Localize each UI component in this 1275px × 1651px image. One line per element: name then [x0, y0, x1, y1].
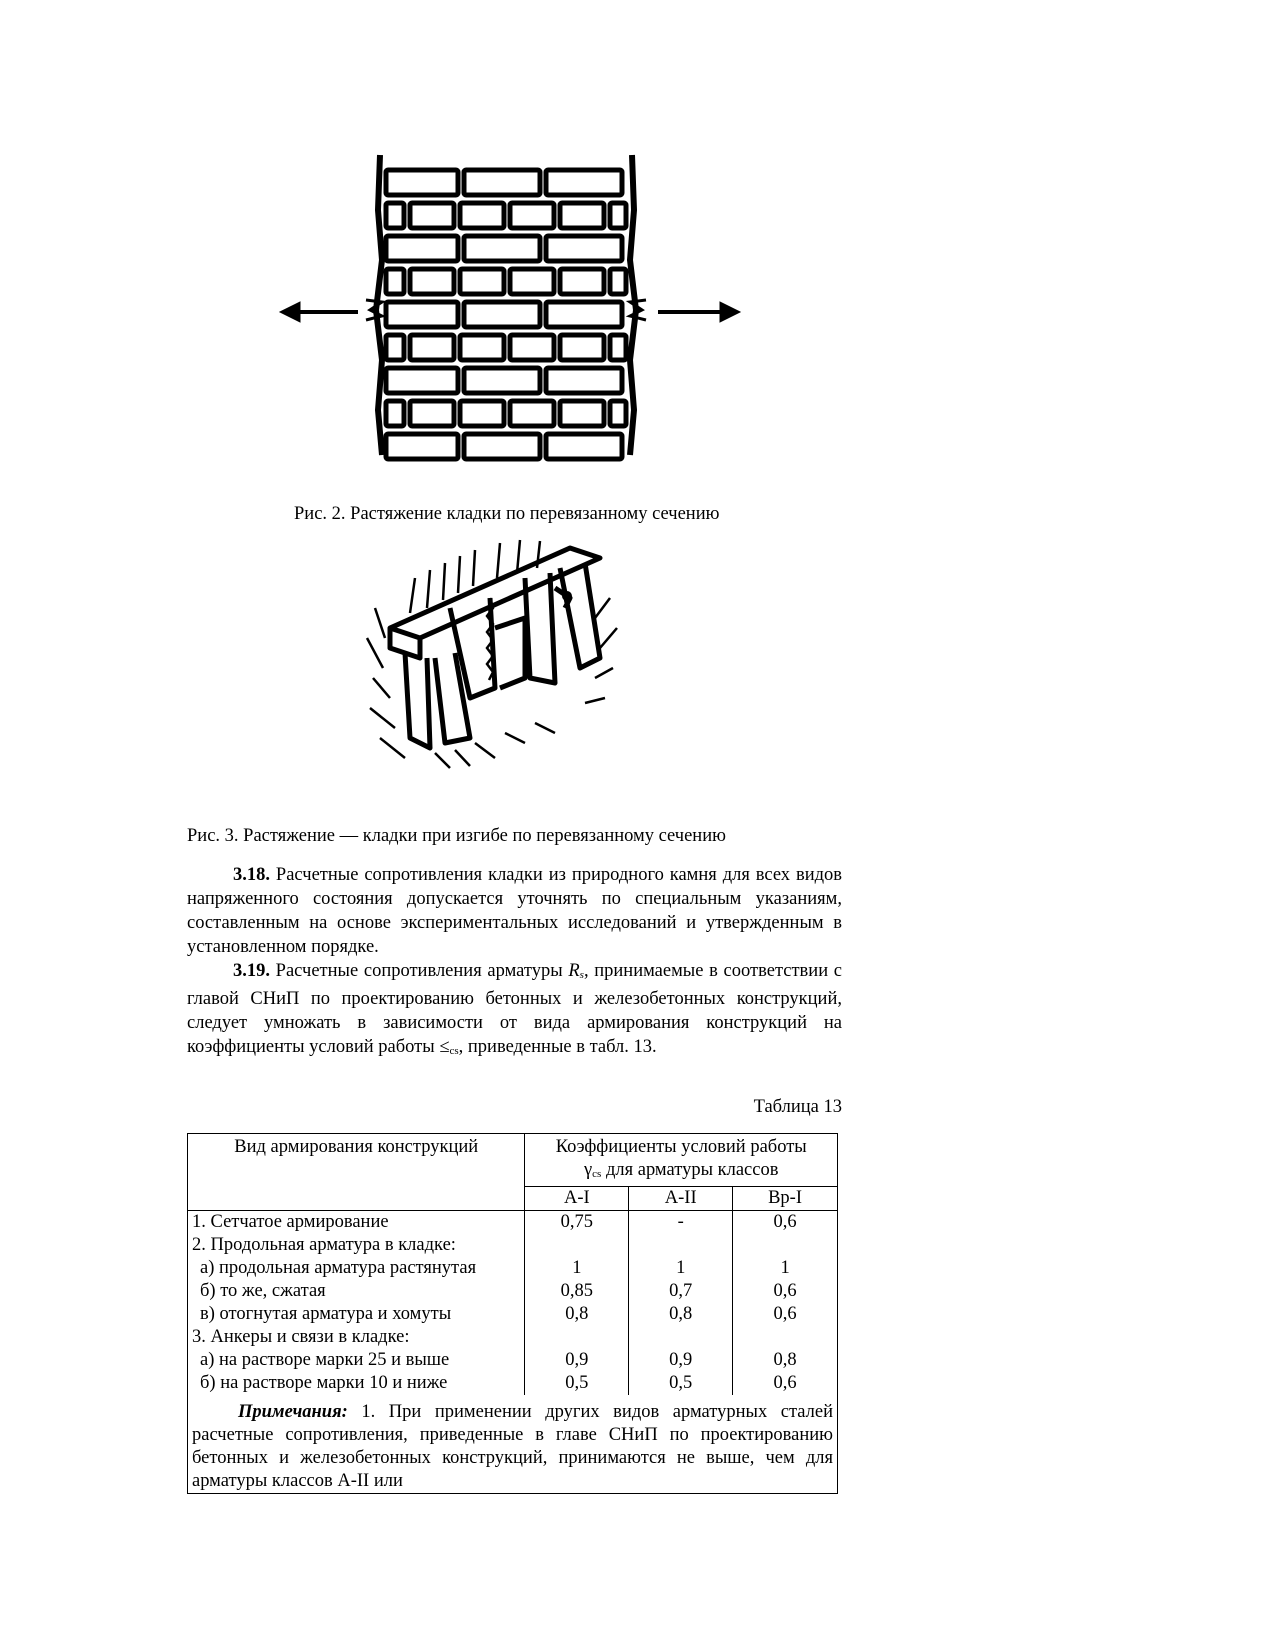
- brick: [546, 170, 622, 195]
- brick: [546, 368, 622, 393]
- cell-bp1: [733, 1234, 838, 1257]
- brick: [610, 401, 626, 426]
- brick: [410, 335, 454, 360]
- paragraph-text: , принимаемые в соответствии с главой СНиП по проектированию бетонных и железобетонных конструкций, следует умножать в зависимости от вида армирования конструкций на коэффициенты условий работы: [187, 961, 842, 1057]
- rs-subscript: s: [579, 969, 584, 981]
- figure-2-caption: Рис. 2. Растяжение кладки по перевязанному сечению: [294, 504, 720, 524]
- brick: [386, 269, 404, 294]
- row-label: б) на растворе марки 10 и ниже: [188, 1372, 525, 1395]
- cell-bp1: [733, 1326, 838, 1349]
- header-coefficients: [525, 1134, 838, 1187]
- brick: [560, 203, 604, 228]
- paragraph-text: , приведенные в табл. 13.: [458, 1037, 657, 1057]
- cell-bp1: 0,8: [733, 1349, 838, 1372]
- cell-a1: 0,9: [525, 1349, 629, 1372]
- paragraph-text: Расчетные сопротивления кладки из природного камня для всех видов напряженного состояния допускается уточнять по специальным указаниям, составленным на основе экспериментальных исследований и утвержденным в установленном порядке.: [187, 865, 842, 957]
- brick: [560, 269, 604, 294]
- cell-a1: [525, 1234, 629, 1257]
- cell-a2: 0,5: [629, 1372, 733, 1395]
- paragraph-number: 3.19.: [233, 961, 270, 981]
- brick: [460, 401, 504, 426]
- cell-a2: [629, 1234, 733, 1257]
- brick: [510, 401, 554, 426]
- cell-a1: 0,75: [525, 1211, 629, 1235]
- cell-a2: 0,8: [629, 1303, 733, 1326]
- brick: [510, 335, 554, 360]
- brick: [386, 335, 404, 360]
- cell-a1: 0,5: [525, 1372, 629, 1395]
- table-row: [188, 1234, 838, 1257]
- table-row: [188, 1280, 838, 1303]
- notes-text: 1. При применении других видов арматурных сталей расчетные сопротивления, приведенные в главе СНиП по проектированию бетонных и железобетонных конструкций, принимаются не выше, чем для арматуры классов А-II или: [192, 1402, 833, 1491]
- table-caption: Таблица 13: [753, 1097, 842, 1117]
- figure-3-caption: Рис. 3. Растяжение — кладки при изгибе по перевязанному сечению: [187, 826, 726, 846]
- brick: [460, 203, 504, 228]
- gamma-subscript: cs: [592, 1168, 602, 1180]
- brick: [386, 434, 458, 459]
- right-arrow-icon: [658, 302, 740, 322]
- table-row: [188, 1349, 838, 1372]
- brick: [610, 269, 626, 294]
- row-label: 1. Сетчатое армирование: [188, 1211, 525, 1235]
- row-label: а) продольная арматура растянутая: [188, 1257, 525, 1280]
- table-row: [188, 1372, 838, 1395]
- brick: [460, 269, 504, 294]
- brick: [610, 335, 626, 360]
- cell-a1: 0,8: [525, 1303, 629, 1326]
- row-label: б) то же, сжатая: [188, 1280, 525, 1303]
- paragraph-text: Расчетные сопротивления арматуры: [270, 961, 569, 981]
- row-label: в) отогнутая арматура и хомуты: [188, 1303, 525, 1326]
- paragraph-number: 3.18.: [233, 865, 270, 885]
- brick: [546, 236, 622, 261]
- brick: [410, 401, 454, 426]
- brick: [610, 203, 626, 228]
- header-line1: Коэффициенты условий работы: [555, 1137, 807, 1157]
- brick: [546, 302, 622, 327]
- table-notes-row: [188, 1395, 838, 1494]
- brick: [386, 302, 458, 327]
- cell-bp1: 0,6: [733, 1280, 838, 1303]
- figure-2-brick-wall: [270, 150, 750, 475]
- row-label: 2. Продольная арматура в кладке:: [188, 1234, 525, 1257]
- figure-3-masonry-bending: [355, 538, 655, 778]
- brick: [560, 401, 604, 426]
- cell-a1: 1: [525, 1257, 629, 1280]
- row-label: а) на растворе марки 25 и выше: [188, 1349, 525, 1372]
- brick: [464, 236, 540, 261]
- brick: [410, 269, 454, 294]
- header-class-bp1: Вр-I: [733, 1187, 838, 1211]
- table-row: [188, 1257, 838, 1280]
- paragraph-3-18: [187, 863, 842, 959]
- cell-a1: 0,85: [525, 1280, 629, 1303]
- brick: [460, 335, 504, 360]
- cell-a1: [525, 1326, 629, 1349]
- brick: [386, 170, 458, 195]
- cell-bp1: 1: [733, 1257, 838, 1280]
- paragraph-3-19: [187, 959, 842, 1063]
- cell-a2: 0,7: [629, 1280, 733, 1303]
- brick: [464, 434, 540, 459]
- brick: [386, 203, 404, 228]
- cell-a2: [629, 1326, 733, 1349]
- notes-label: Примечания:: [238, 1402, 348, 1422]
- brick: [510, 269, 554, 294]
- gamma-subscript: cs: [449, 1045, 459, 1057]
- brick: [546, 434, 622, 459]
- brick: [386, 236, 458, 261]
- left-arrow-icon: [280, 302, 358, 322]
- rs-symbol: R: [568, 961, 580, 981]
- cell-a2: 0,9: [629, 1349, 733, 1372]
- header-reinforcement-type: Вид армирования конструкций: [188, 1134, 525, 1211]
- table-row: [188, 1303, 838, 1326]
- cell-a2: -: [629, 1211, 733, 1235]
- cell-a2: 1: [629, 1257, 733, 1280]
- cell-bp1: 0,6: [733, 1303, 838, 1326]
- header-class-a1: А-I: [525, 1187, 629, 1211]
- brick: [386, 368, 458, 393]
- cell-bp1: 0,6: [733, 1211, 838, 1235]
- gamma-symbol: ≤: [439, 1037, 450, 1057]
- table-row: [188, 1326, 838, 1349]
- brick: [464, 368, 540, 393]
- cell-bp1: 0,6: [733, 1372, 838, 1395]
- table-notes: [188, 1395, 838, 1494]
- header-class-a2: А-II: [629, 1187, 733, 1211]
- brick: [510, 203, 554, 228]
- brick: [386, 401, 404, 426]
- brick: [410, 203, 454, 228]
- brick: [464, 170, 540, 195]
- row-label: 3. Анкеры и связи в кладке:: [188, 1326, 525, 1349]
- table-13: [187, 1133, 838, 1494]
- table-row: [188, 1211, 838, 1235]
- header-line2: для арматуры классов: [601, 1160, 779, 1180]
- gamma-symbol: γ: [583, 1160, 593, 1180]
- brick: [560, 335, 604, 360]
- brick: [464, 302, 540, 327]
